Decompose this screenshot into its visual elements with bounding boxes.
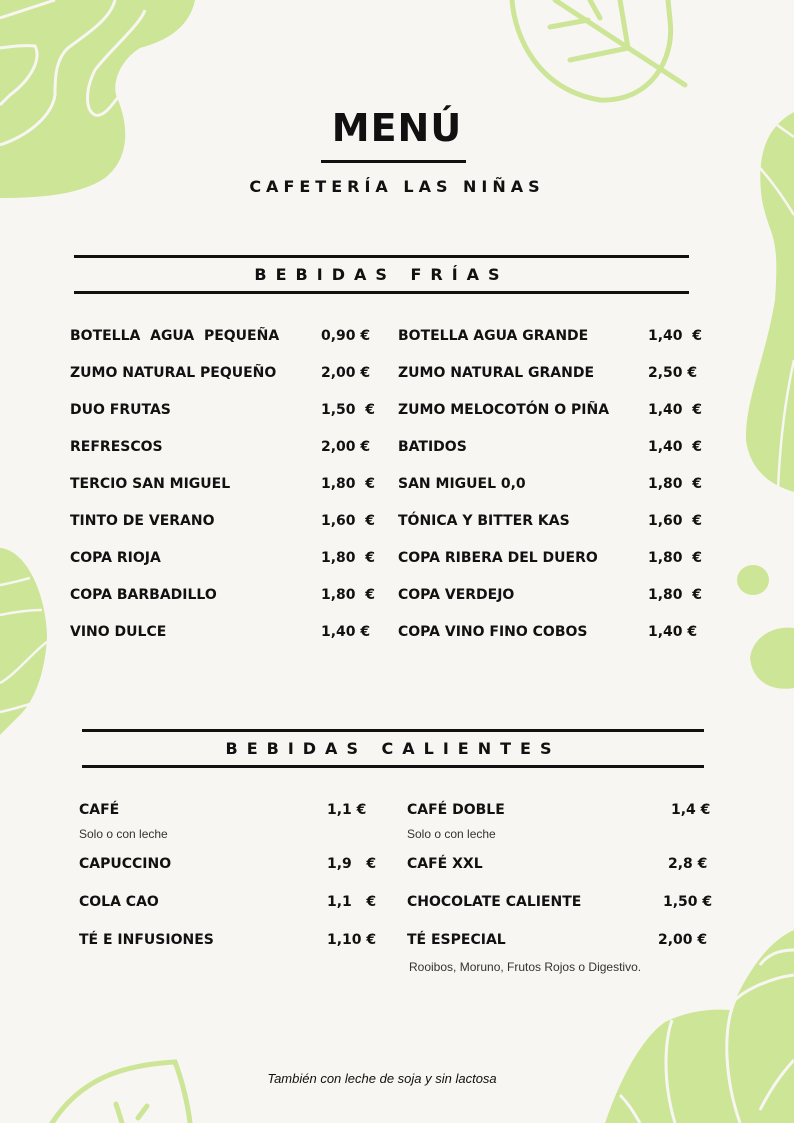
item-price: 1,1 € bbox=[327, 802, 367, 818]
footer-note: También con leche de soja y sin lactosa bbox=[267, 1071, 497, 1086]
item-name: COPA VERDEJO bbox=[398, 587, 515, 603]
item-name: COPA BARBADILLO bbox=[70, 587, 217, 603]
item-price: 2,50 € bbox=[648, 365, 698, 381]
item-name: TÓNICA Y BITTER KAS bbox=[398, 513, 570, 529]
item-name: CAFÉ XXL bbox=[407, 856, 483, 872]
cafe-name: CAFETERÍA LAS NIÑAS bbox=[249, 177, 545, 196]
item-price: 2,00 € bbox=[658, 932, 708, 948]
item-price: 1,1 € bbox=[327, 894, 377, 910]
item-price: 1,80 € bbox=[321, 550, 376, 566]
item-name: CAFÉ bbox=[79, 802, 120, 818]
item-price: 0,90 € bbox=[321, 328, 371, 344]
item-name: TÉ E INFUSIONES bbox=[79, 932, 214, 948]
item-price: 1,9 € bbox=[327, 856, 377, 872]
item-name: COPA VINO FINO COBOS bbox=[398, 624, 588, 640]
item-price: 1,10 € bbox=[327, 932, 377, 948]
item-name: CAFÉ DOBLE bbox=[407, 802, 505, 818]
item-price: 2,00 € bbox=[321, 365, 371, 381]
item-name: DUO FRUTAS bbox=[70, 402, 171, 418]
item-name: BOTELLA AGUA GRANDE bbox=[398, 328, 589, 344]
section-header-cold-drinks: BEBIDAS FRÍAS bbox=[74, 255, 689, 294]
item-name: TERCIO SAN MIGUEL bbox=[70, 476, 231, 492]
item-name: COLA CAO bbox=[79, 894, 159, 910]
item-price: 1,50 € bbox=[321, 402, 376, 418]
item-name: TÉ ESPECIAL bbox=[407, 932, 506, 948]
item-name: ZUMO MELOCOTÓN O PIÑA bbox=[398, 402, 610, 418]
item-name: COPA RIOJA bbox=[70, 550, 161, 566]
item-price: 1,80 € bbox=[648, 476, 703, 492]
item-price: 1,80 € bbox=[321, 587, 376, 603]
item-price: 1,80 € bbox=[321, 476, 376, 492]
item-name: SAN MIGUEL 0,0 bbox=[398, 476, 526, 492]
item-name: ZUMO NATURAL GRANDE bbox=[398, 365, 595, 381]
item-name: CHOCOLATE CALIENTE bbox=[407, 894, 582, 910]
item-price: 1,80 € bbox=[648, 587, 703, 603]
item-price: 2,8 € bbox=[668, 856, 708, 872]
item-price: 1,40 € bbox=[648, 439, 703, 455]
item-name: CAPUCCINO bbox=[79, 856, 172, 872]
item-price: 1,40 € bbox=[648, 624, 698, 640]
item-price: 1,4 € bbox=[671, 802, 711, 818]
item-name: VINO DULCE bbox=[70, 624, 167, 640]
item-price: 1,60 € bbox=[321, 513, 376, 529]
item-name: COPA RIBERA DEL DUERO bbox=[398, 550, 598, 566]
item-price: 1,50 € bbox=[663, 894, 713, 910]
item-description: Rooibos, Moruno, Frutos Rojos o Digestivo. bbox=[409, 960, 642, 974]
item-price: 1,60 € bbox=[648, 513, 703, 529]
item-price: 2,00 € bbox=[321, 439, 371, 455]
item-description: Solo o con leche bbox=[407, 827, 496, 841]
item-name: BATIDOS bbox=[398, 439, 467, 455]
page-title: MENÚ bbox=[331, 106, 463, 150]
item-name: BOTELLA AGUA PEQUEÑA bbox=[70, 328, 280, 344]
item-name: ZUMO NATURAL PEQUEÑO bbox=[70, 365, 277, 381]
item-price: 1,40 € bbox=[648, 402, 703, 418]
title-divider bbox=[321, 160, 466, 163]
item-price: 1,40 € bbox=[648, 328, 703, 344]
section-header-hot-drinks: BEBIDAS CALIENTES bbox=[82, 729, 704, 768]
item-price: 1,40 € bbox=[321, 624, 371, 640]
item-description: Solo o con leche bbox=[79, 827, 168, 841]
item-name: TINTO DE VERANO bbox=[70, 513, 215, 529]
item-name: REFRESCOS bbox=[70, 439, 163, 455]
item-price: 1,80 € bbox=[648, 550, 703, 566]
